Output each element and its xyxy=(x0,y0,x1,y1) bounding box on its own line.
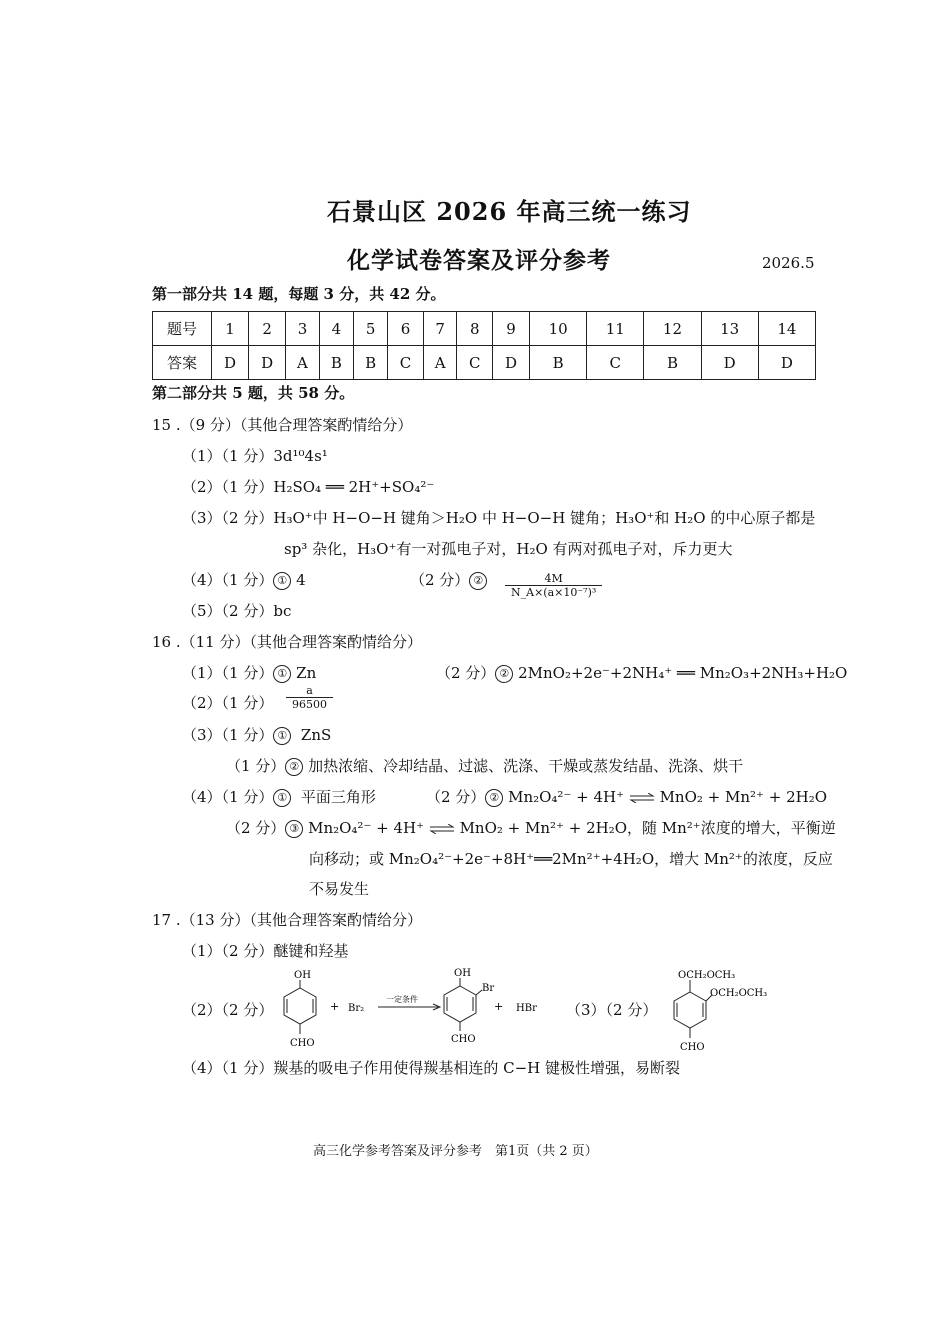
table-cell: 13 xyxy=(701,312,758,346)
cho-label: CHO xyxy=(290,1038,315,1049)
q16-a1 xyxy=(182,663,316,683)
q16-a2 xyxy=(182,693,273,713)
table-cell: 1 xyxy=(212,312,249,346)
q15-a3 xyxy=(182,508,815,528)
table-cell: 3 xyxy=(286,312,320,346)
row-label-number: 题号 xyxy=(153,312,212,346)
q16-a3-value1: ZnS xyxy=(300,726,332,744)
table-cell: D xyxy=(249,346,286,380)
q17-heading: 17 .（13 分）（其他合理答案酌情给分） xyxy=(152,911,422,929)
q16-a2-label: （2）（1 分） xyxy=(182,694,274,712)
q16-a1-value1: Zn xyxy=(296,664,317,682)
circled-number: ① xyxy=(273,789,291,807)
table-cell: 12 xyxy=(644,312,701,346)
q16-a1-label: （1）（1 分） xyxy=(182,664,274,682)
q15-a4-fraction xyxy=(505,572,602,599)
q16-a4-label2: （2 分） xyxy=(426,788,486,806)
table-cell: C xyxy=(587,346,644,380)
q16-a4-v3-line2: 向移动；或 Mn₂O₄²⁻+2e⁻+8H⁺══2Mn²⁺+4H₂O，增大 Mn²⁺的浓度，反应 xyxy=(309,850,833,868)
page-footer: 高三化学参考答案及评分参考 第1页（共 2 页） xyxy=(313,1144,598,1159)
q16-a4-v3-left: Mn₂O₄²⁻ + 4H⁺ xyxy=(308,819,425,837)
q15-a2-label: （2）（1 分） xyxy=(182,478,274,496)
q15-a3-label: （3）（2 分） xyxy=(182,509,274,527)
q17-a1-value: 醚键和羟基 xyxy=(273,942,349,960)
q15-a2 xyxy=(182,477,434,497)
q15-a4-label: （4）（1 分） xyxy=(182,571,274,589)
q16-heading: 16 .（11 分）（其他合理答案酌情给分） xyxy=(152,633,422,651)
q15-a4-part2 xyxy=(410,570,487,590)
cho-label: CHO xyxy=(451,1034,476,1045)
q17-a3-label: （3）（2 分） xyxy=(566,1001,658,1019)
q17-a4 xyxy=(182,1058,680,1078)
circled-number: ② xyxy=(495,665,513,683)
table-cell: C xyxy=(388,346,424,380)
table-cell: D xyxy=(701,346,758,380)
table-cell: B xyxy=(354,346,388,380)
q16-a4-v2-left: Mn₂O₄²⁻ + 4H⁺ xyxy=(508,788,625,806)
q15-a4-value1: 4 xyxy=(296,571,306,589)
q16-a1-label2: （2 分） xyxy=(436,664,496,682)
q16-a4-part3 xyxy=(226,818,836,838)
hbr-label: HBr xyxy=(516,1003,537,1014)
exam-date: 2026.5 xyxy=(762,254,815,272)
och2och3-label: OCH₂OCH₃ xyxy=(678,970,736,981)
answer-table xyxy=(152,311,816,380)
part1-heading: 第一部分共 14 题，每题 3 分，共 42 分。 xyxy=(152,285,446,303)
page-title: 石景山区 2026 年高三统一练习 xyxy=(327,197,692,226)
q17-a2-label: （2）（2 分） xyxy=(182,1001,274,1019)
fraction-denominator: N_A×(a×10⁻⁷)³ xyxy=(511,586,597,599)
table-cell: B xyxy=(644,346,701,380)
equilibrium-arrow-icon xyxy=(429,824,455,834)
q16-a3-part2 xyxy=(226,756,743,776)
table-cell: A xyxy=(423,346,457,380)
q16-a4-v3-line3: 不易发生 xyxy=(309,880,370,898)
circled-number: ② xyxy=(469,572,487,590)
q17-a3-structure xyxy=(660,964,810,1056)
table-cell: 6 xyxy=(388,312,424,346)
table-row xyxy=(153,346,816,380)
br2-label: Br₂ xyxy=(348,1003,365,1014)
circled-number: ① xyxy=(273,727,291,745)
q15-a2-value: H₂SO₄ ══ 2H⁺+SO₄²⁻ xyxy=(273,478,435,496)
q16-a3 xyxy=(182,725,331,745)
table-cell: 10 xyxy=(530,312,587,346)
q15-a4 xyxy=(182,570,306,590)
q17-a4-value: 羰基的吸电子作用使得羰基相连的 C−H 键极性增强，易断裂 xyxy=(273,1059,681,1077)
circled-number: ③ xyxy=(285,820,303,838)
q16-a3-value2: 加热浓缩、冷却结晶、过滤、洗涤、干燥或蒸发结晶、洗涤、烘干 xyxy=(308,757,744,775)
table-cell: 8 xyxy=(457,312,493,346)
table-cell: B xyxy=(530,346,587,380)
page-subtitle: 化学试卷答案及评分参考 xyxy=(347,247,611,274)
benzene-ring-icon xyxy=(284,980,316,1034)
benzene-ring-icon xyxy=(444,978,482,1031)
q17-a1 xyxy=(182,941,348,961)
fraction-numerator: 4M xyxy=(505,572,602,586)
q15-a4-label2: （2 分） xyxy=(410,571,470,589)
table-cell: 9 xyxy=(492,312,529,346)
q16-a4-v3-right: MnO₂ + Mn²⁺ + 2H₂O，随 Mn²⁺浓度的增大，平衡逆 xyxy=(459,819,836,837)
plus-sign: + xyxy=(330,1000,340,1013)
table-cell: 7 xyxy=(423,312,457,346)
circled-number: ② xyxy=(285,758,303,776)
table-cell: D xyxy=(758,346,815,380)
plus-sign: + xyxy=(494,1000,504,1013)
table-cell: 4 xyxy=(319,312,353,346)
q16-a1-value2: 2MnO₂+2e⁻+2NH₄⁺ ══ Mn₂O₃+2NH₃+H₂O xyxy=(518,664,848,682)
q16-a4-part2 xyxy=(426,787,827,807)
q16-a3-label: （3）（1 分） xyxy=(182,726,274,744)
table-cell: A xyxy=(286,346,320,380)
q15-a1-label: （1）（1 分） xyxy=(182,447,274,465)
table-cell: 2 xyxy=(249,312,286,346)
table-cell: D xyxy=(492,346,529,380)
q16-a1-part2 xyxy=(436,663,847,683)
q15-a3-line2: sp³ 杂化，H₃O⁺有一对孤电子对，H₂O 有两对孤电子对，斥力更大 xyxy=(284,540,733,558)
circled-number: ① xyxy=(273,665,291,683)
table-row xyxy=(153,312,816,346)
equilibrium-arrow-icon xyxy=(629,793,655,803)
q15-a5-label: （5）（2 分） xyxy=(182,602,274,620)
q15-a3-line1: H₃O⁺中 H−O−H 键角＞H₂O 中 H−O−H 键角；H₃O⁺和 H₂O 的中心原子都是 xyxy=(273,509,816,527)
q16-a4-label: （4）（1 分） xyxy=(182,788,274,806)
q16-a4 xyxy=(182,787,376,807)
q16-a2-fraction xyxy=(286,684,333,711)
oh-label: OH xyxy=(294,970,311,981)
fraction-numerator: a xyxy=(286,684,333,698)
q15-a1 xyxy=(182,446,328,466)
part2-heading: 第二部分共 5 题，共 58 分。 xyxy=(152,384,355,402)
oh-label: OH xyxy=(454,968,471,979)
q16-a4-v2-right: MnO₂ + Mn²⁺ + 2H₂O xyxy=(659,788,828,806)
table-cell: C xyxy=(457,346,493,380)
condition-label: 一定条件 xyxy=(386,995,418,1004)
q16-a4b-label: （2 分） xyxy=(226,819,286,837)
cho-label: CHO xyxy=(680,1042,705,1053)
circled-number: ② xyxy=(485,789,503,807)
q15-a1-value: 3d¹⁰4s¹ xyxy=(273,447,328,465)
fraction-denominator: 96500 xyxy=(292,698,327,711)
och2och3-label: OCH₂OCH₃ xyxy=(710,988,768,999)
table-cell: 11 xyxy=(587,312,644,346)
q15-a5-value: bc xyxy=(273,602,292,620)
br-label: Br xyxy=(482,983,495,994)
table-cell: B xyxy=(319,346,353,380)
benzene-ring-icon xyxy=(674,980,712,1038)
q16-a4-value1: 平面三角形 xyxy=(300,788,376,806)
q15-heading: 15 .（9 分）（其他合理答案酌情给分） xyxy=(152,416,413,434)
q15-a5 xyxy=(182,601,291,621)
q17-a1-label: （1）（2 分） xyxy=(182,942,274,960)
row-label-answer: 答案 xyxy=(153,346,212,380)
circled-number: ① xyxy=(273,572,291,590)
q16-a3b-label: （1 分） xyxy=(226,757,286,775)
table-cell: 5 xyxy=(354,312,388,346)
q17-a4-label: （4）（1 分） xyxy=(182,1059,274,1077)
table-cell: D xyxy=(212,346,249,380)
table-cell: 14 xyxy=(758,312,815,346)
